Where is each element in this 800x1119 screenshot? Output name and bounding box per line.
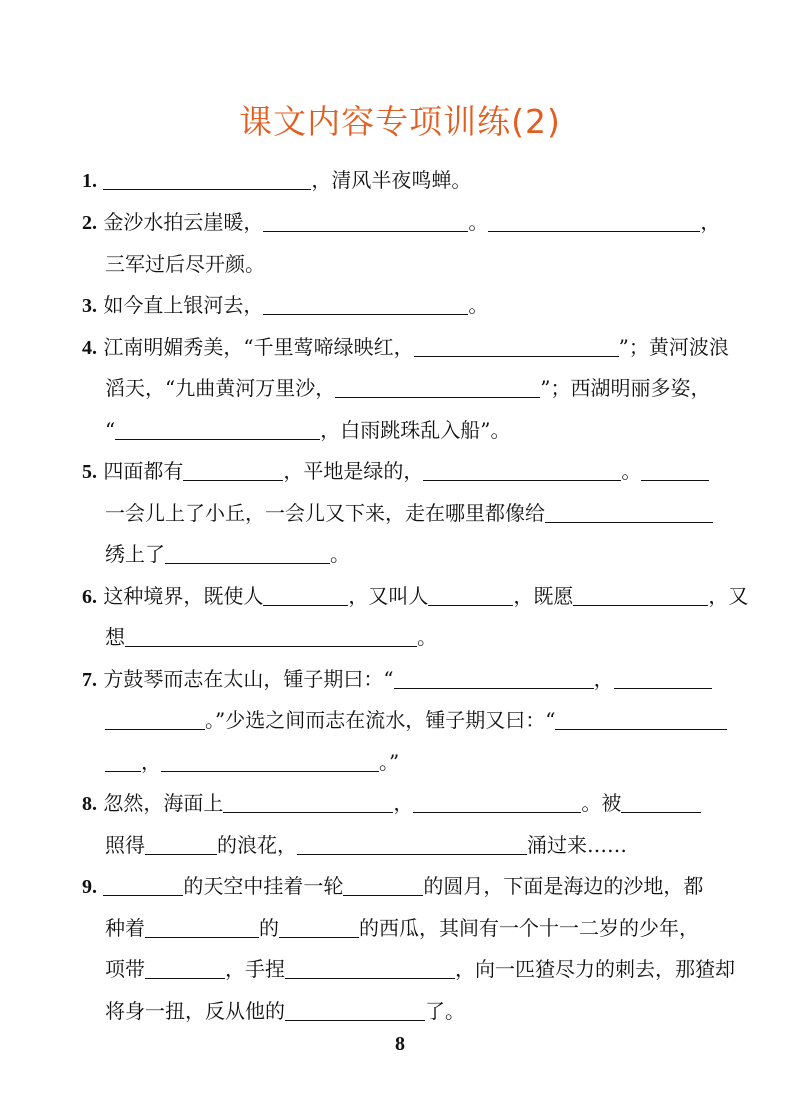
fill-blank[interactable] [555,707,727,730]
fill-blank[interactable] [263,209,468,232]
item-3-line-1: 3. 如今直上银河去， 。 [82,293,489,317]
fill-blank[interactable] [335,375,540,398]
item-number: 3. [82,295,97,317]
fill-blank[interactable] [279,915,359,938]
item-number: 2. [82,212,97,234]
fill-blank[interactable] [413,790,581,813]
fill-blank[interactable] [488,209,700,232]
item-2-line-1: 2. 金沙水拍云崖暖， 。 ， [82,210,721,234]
fill-blank[interactable] [103,873,183,896]
item-number: 8. [82,793,97,815]
fill-blank[interactable] [105,749,141,772]
fill-blank[interactable] [165,541,330,564]
fill-blank[interactable] [614,666,712,689]
item-7-line-2: 。”少选之间而志在流水，锺子期又曰：“ [105,703,727,737]
item-number: 9. [82,876,97,898]
page-number: 8 [395,1033,405,1055]
item-5-line-3: 绣上了 。 [105,542,350,566]
fill-blank[interactable] [394,666,594,689]
fill-blank[interactable] [103,167,311,190]
fill-blank[interactable] [125,624,417,647]
item-number: 5. [82,461,97,483]
fill-blank[interactable] [105,707,205,730]
item-9-line-2: 种着 的 的西瓜，其间有一个十一二岁的少年， [105,916,699,940]
fill-blank[interactable] [145,915,259,938]
fill-blank[interactable] [573,583,708,606]
fill-blank[interactable] [545,500,713,523]
fill-blank[interactable] [161,749,379,772]
item-8-line-2: 照得 的浪花， 涌过来…… [105,833,627,857]
fill-blank[interactable] [297,832,527,855]
item-7-line-3: ， 。” [105,745,399,779]
fill-blank[interactable] [423,458,621,481]
item-number: 7. [82,669,97,691]
fill-blank[interactable] [223,790,393,813]
item-4-line-3: “ ，白雨跳珠乱入船”。 [105,418,511,442]
fill-blank[interactable] [145,832,217,855]
fill-blank[interactable] [343,873,423,896]
item-4-line-2: 滔天，“九曲黄河万里沙， ”；西湖明丽多姿， [105,376,711,400]
item-2-line-2: 三军过后尽开颜。 [105,252,265,276]
fill-blank[interactable] [641,458,709,481]
fill-blank[interactable] [183,458,283,481]
fill-blank[interactable] [621,790,701,813]
item-5-line-1: 5. 四面都有 ，平地是绿的， 。 [82,454,709,488]
item-9-line-3: 项带 ，手捏 ，向一匹猹尽力的刺去，那猹却 [105,957,735,981]
item-number: 6. [82,586,97,608]
page-title: 课文内容专项训练(2) [239,102,561,141]
item-7-line-1: 7. 方鼓琴而志在太山，锺子期曰：“ ， [82,662,712,696]
fill-blank[interactable] [414,334,619,357]
fill-blank[interactable] [263,292,468,315]
fill-blank[interactable] [285,956,455,979]
item-5-line-2: 一会儿上了小丘，一会儿又下来，走在哪里都像给 [105,496,713,530]
item-6-line-1: 6. 这种境界，既使人 ，又叫人 ，既愿 ，又 [82,584,749,608]
fill-blank[interactable] [115,417,320,440]
fill-blank[interactable] [263,583,348,606]
item-4-line-1: 4. 江南明媚秀美，“千里莺啼绿映红， ”；黄河波浪 [82,335,729,359]
item-9-line-1: 9. 的天空中挂着一轮 的圆月，下面是海边的沙地，都 [82,874,704,898]
item-1-line-1: 1. ，清风半夜鸣蝉。 [82,168,472,192]
item-number: 4. [82,337,97,359]
fill-blank[interactable] [145,956,225,979]
fill-blank[interactable] [428,583,513,606]
item-8-line-1: 8. 忽然，海面上 ， 。被 [82,786,701,820]
item-6-line-2: 想 。 [105,625,437,649]
fill-blank[interactable] [285,998,425,1021]
item-number: 1. [82,170,97,192]
item-9-line-4: 将身一扭，反从他的 了。 [105,999,465,1023]
